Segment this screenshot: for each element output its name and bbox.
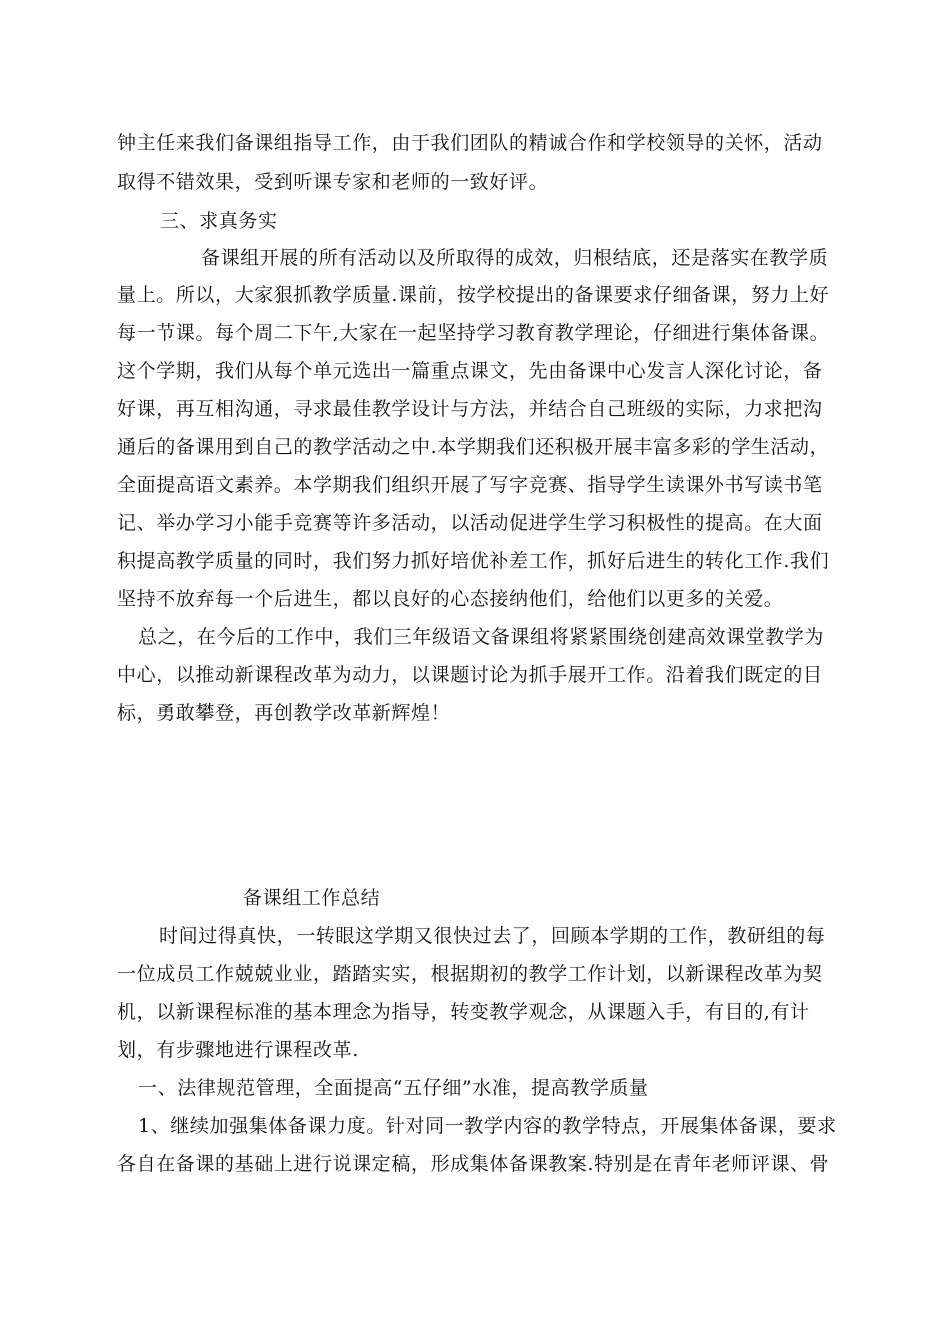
text-line: 划，有步骤地进行课程改革.	[117, 1039, 359, 1061]
text-line: 好课，再互相沟通，寻求最佳教学设计与方法，并结合自己班级的实际，力求把沟	[117, 398, 823, 420]
text-line: 积提高教学质量的同时，我们努力抓好培优补差工作，抓好后进生的转化工作.我们	[117, 550, 830, 572]
text-line: 中心，以推动新课程改革为动力，以课题讨论为抓手展开工作。沿着我们既定的目	[117, 664, 823, 686]
text-line: 通后的备课用到自己的教学活动之中.本学期我们还积极开展丰富多彩的学生活动，	[117, 436, 830, 458]
text-line: 这个学期，我们从每个单元选出一篇重点课文，先由备课中心发言人深化讨论，备	[117, 360, 823, 382]
text-line: 量上。所以，大家狠抓教学质量.课前，按学校提出的备课要求仔细备课，努力上好	[117, 284, 830, 306]
document-title: 备课组工作总结	[243, 887, 381, 909]
text-line: 一位成员工作兢兢业业，踏踏实实，根据期初的教学工作计划，以新课程改革为契	[117, 963, 823, 985]
text-line: 时间过得真快，一转眼这学期又很快过去了，回顾本学期的工作，教研组的每	[159, 925, 826, 947]
text-line: 备课组开展的所有活动以及所取得的成效，归根结底，还是落实在教学质	[201, 247, 829, 269]
text-line: 各自在备课的基础上进行说课定稿，形成集体备课教案.特别是在青年老师评课、骨	[117, 1153, 830, 1175]
text-line: 1、继续加强集体备课力度。针对同一教学内容的教学特点，开展集体备课，要求	[138, 1115, 837, 1137]
text-line: 记、举办学习小能手竞赛等许多活动，以活动促进学生学习积极性的提高。在大面	[117, 512, 823, 534]
text-line: 钟主任来我们备课组指导工作，由于我们团队的精诚合作和学校领导的关怀，活动	[117, 132, 823, 154]
text-line: 每一节课。每个周二下午,大家在一起坚持学习教育教学理论，仔细进行集体备课。	[117, 322, 830, 344]
text-line: 取得不错效果，受到听课专家和老师的一致好评。	[117, 171, 549, 193]
section-heading: 一、法律规范管理，全面提高“五仔细”水准，提高教学质量	[138, 1077, 649, 1099]
text-line: 全面提高语文素养。本学期我们组织开展了写字竞赛、指导学生读课外书写读书笔	[117, 474, 823, 496]
section-heading: 三、求真务实	[160, 210, 278, 232]
text-line: 标，勇敢攀登，再创教学改革新辉煌！	[117, 702, 451, 724]
text-line: 总之，在今后的工作中，我们三年级语文备课组将紧紧围绕创建高效课堂教学为	[138, 626, 825, 648]
text-line: 坚持不放弃每一个后进生，都以良好的心态接纳他们，给他们以更多的关爱。	[117, 588, 784, 610]
text-line: 机，以新课程标准的基本理念为指导，转变教学观念，从课题入手，有目的,有计	[117, 1001, 810, 1023]
